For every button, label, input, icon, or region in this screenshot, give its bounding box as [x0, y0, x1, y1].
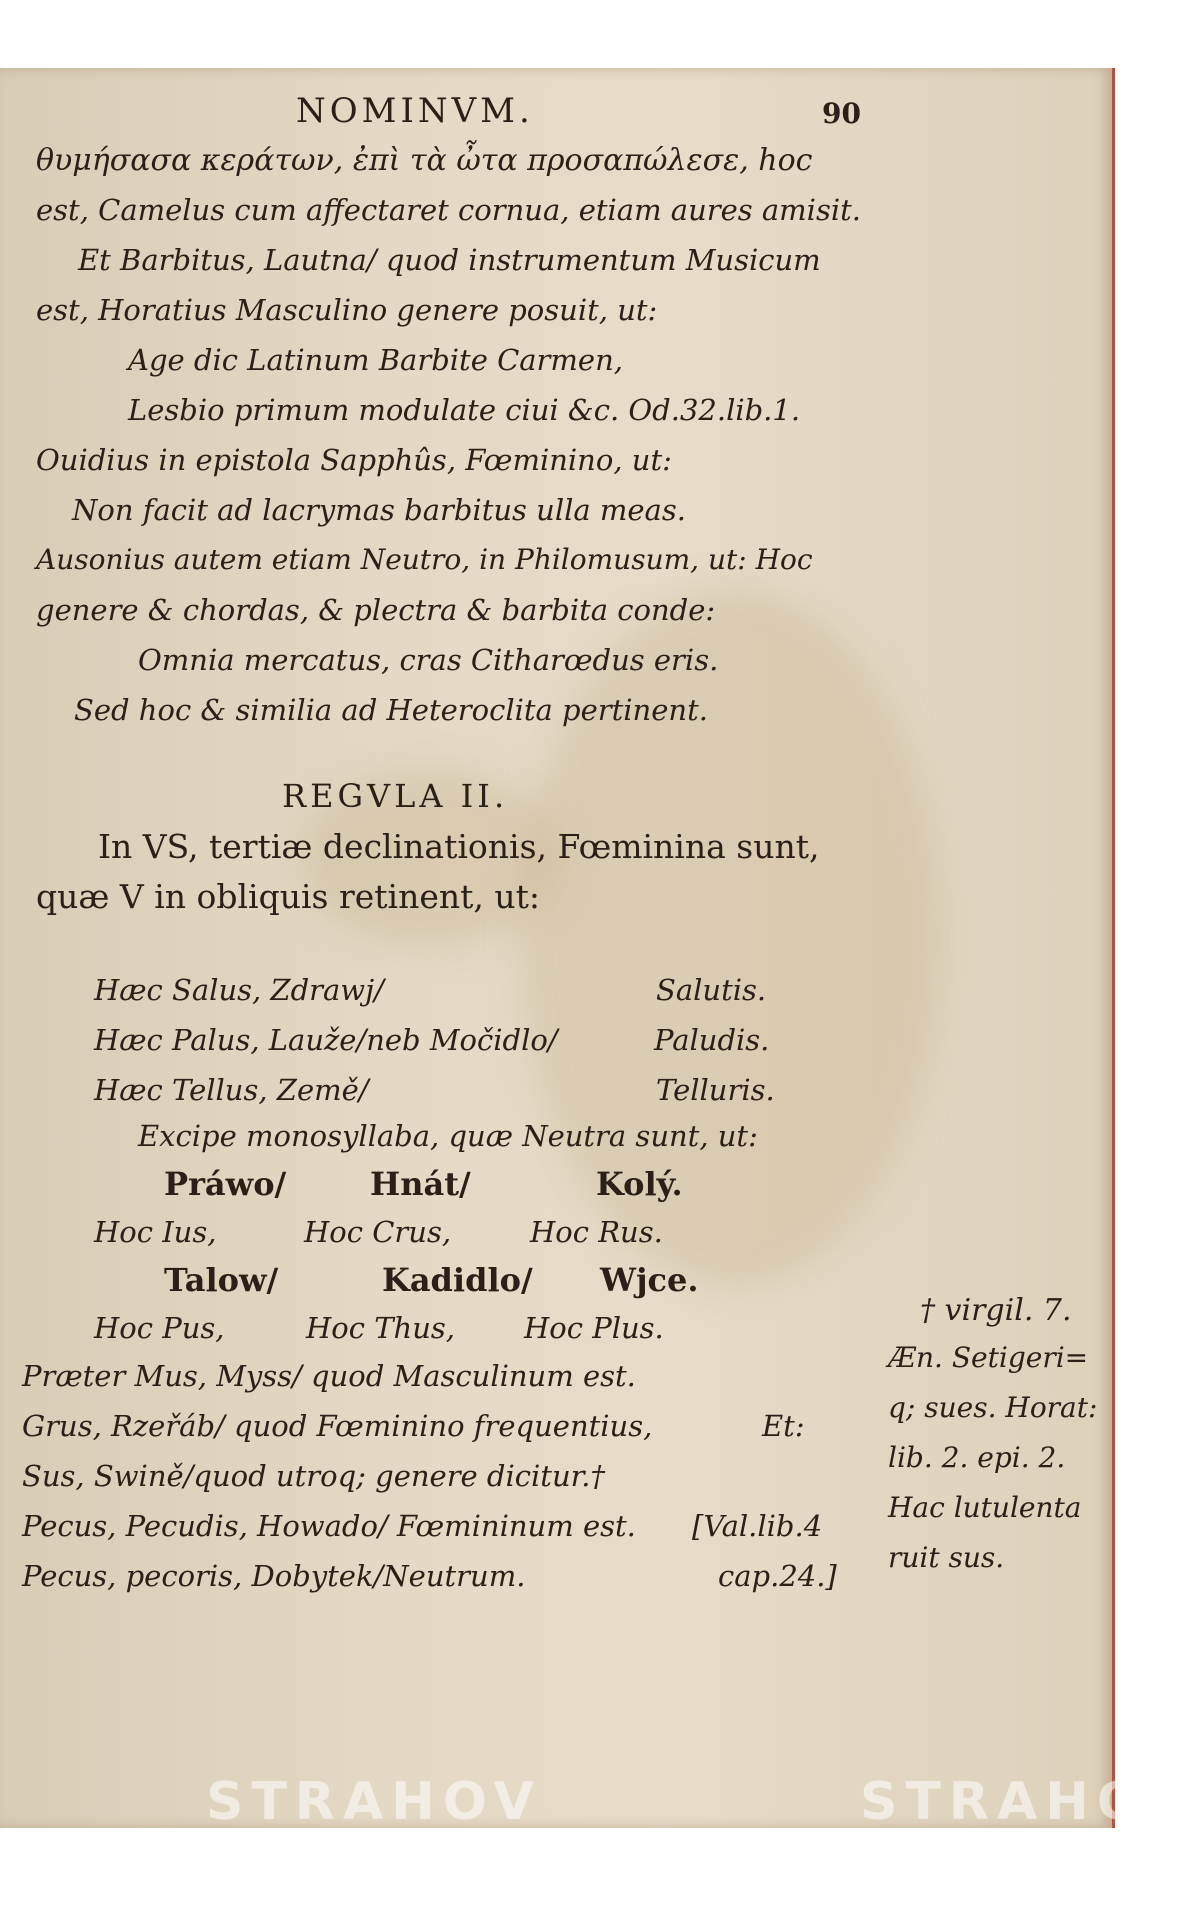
- margin-note-line: lib. 2. epi. 2.: [888, 1441, 1066, 1474]
- folio-number: 90: [822, 97, 861, 130]
- example-genitive: Paludis.: [654, 1023, 770, 1057]
- margin-note-line: ruit sus.: [888, 1541, 1005, 1574]
- citation: [Val.lib.4: [692, 1509, 823, 1543]
- example-genitive: Salutis.: [656, 973, 767, 1007]
- verse-line: Age dic Latinum Barbite Carmen,: [128, 343, 623, 377]
- body-line: est, Camelus cum affectaret cornua, etiam aures amisit.: [36, 193, 861, 227]
- rule-text: In VS, tertiæ declinationis, Fœminina sunt,: [98, 827, 820, 866]
- running-title: NOMINVM.: [296, 91, 534, 131]
- body-line: Et Barbitus, Lautna/ quod instrumentum Musicum: [78, 243, 821, 277]
- watermark: STRAHOV: [860, 1772, 1196, 1832]
- body-line: Ausonius autem etiam Neutro, in Philomusum, ut: Hoc: [36, 543, 813, 576]
- latin-word: Hoc Ius,: [94, 1215, 217, 1249]
- body-line: θυμήσασα κεράτων, ἐπὶ τὰ ὦτα προσαπώλεσε, hoc: [36, 143, 813, 178]
- latin-word: Hoc Crus,: [304, 1215, 452, 1249]
- czech-word: Kolý.: [596, 1165, 683, 1203]
- example-genitive: Telluris.: [656, 1073, 775, 1107]
- body-line: Sed hoc & similia ad Heteroclita pertinent.: [74, 693, 708, 727]
- latin-word: Hoc Plus.: [524, 1311, 664, 1345]
- rule-text: quæ V in obliquis retinent, ut:: [36, 877, 540, 916]
- verse-line: Omnia mercatus, cras Citharœdus eris.: [138, 643, 719, 677]
- citation: cap.24.]: [718, 1559, 837, 1593]
- latin-word: Hoc Thus,: [306, 1311, 456, 1345]
- body-line: Grus, Rzeřáb/ quod Fœminino frequentius,: [22, 1409, 653, 1443]
- example-nominative: Hæc Tellus, Země/: [94, 1073, 369, 1107]
- czech-word: Wjce.: [600, 1261, 699, 1299]
- czech-word: Kadidlo/: [382, 1261, 533, 1299]
- excipe-line: Excipe monosyllaba, quæ Neutra sunt, ut:: [138, 1119, 758, 1153]
- margin-note-line: Hac lutulenta: [888, 1491, 1082, 1524]
- czech-word: Práwo/: [164, 1165, 287, 1203]
- margin-note-line: Æn. Setigeri=: [888, 1341, 1089, 1374]
- margin-note-line: † virgil. 7.: [920, 1293, 1072, 1328]
- margin-note-line: q; sues. Horat:: [888, 1391, 1098, 1424]
- body-line-end: Et:: [762, 1409, 805, 1443]
- czech-word: Hnát/: [370, 1165, 471, 1203]
- czech-word: Talow/: [164, 1261, 279, 1299]
- example-nominative: Hæc Salus, Zdrawj/: [94, 973, 384, 1007]
- body-line: Ouidius in epistola Sapphûs, Fœminino, ut:: [36, 443, 672, 477]
- verse-line: Lesbio primum modulate ciui &c. Od.32.lib.1.: [128, 393, 801, 427]
- body-line: Pecus, Pecudis, Howado/ Fœmininum est.: [22, 1509, 636, 1543]
- body-line: genere & chordas, & plectra & barbita conde:: [36, 593, 716, 627]
- body-line: est, Horatius Masculino genere posuit, ut:: [36, 293, 658, 327]
- latin-word: Hoc Rus.: [530, 1215, 663, 1249]
- body-line: Præter Mus, Myss/ quod Masculinum est.: [22, 1359, 636, 1393]
- rule-heading: REGVLA II.: [282, 777, 509, 815]
- body-line: Pecus, pecoris, Dobytek/Neutrum.: [22, 1559, 526, 1593]
- watermark: STRAHOV: [206, 1772, 542, 1832]
- body-line: Sus, Swině/quod utroq; genere dicitur.†: [22, 1459, 606, 1493]
- verse-line: Non facit ad lacrymas barbitus ulla meas.: [72, 493, 686, 527]
- latin-word: Hoc Pus,: [94, 1311, 225, 1345]
- example-nominative: Hæc Palus, Lauže/neb Močidlo/: [94, 1023, 558, 1057]
